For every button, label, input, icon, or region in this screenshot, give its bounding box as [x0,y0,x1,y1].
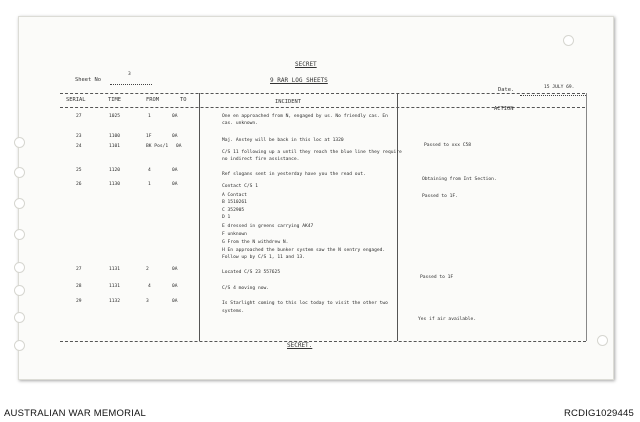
row-time: 1130 [109,182,121,187]
row-from: 4 [148,168,151,173]
row-from: 3 [146,299,149,304]
col-action: ACTION [494,106,514,112]
classification-bottom: SECRET. [287,342,313,349]
col-serial: SERIAL [66,97,86,103]
row-from: 1F [146,134,152,139]
table-bottom-rule [60,341,586,342]
row-action: Passed to 1F [420,275,454,280]
column-divider [199,93,200,341]
row-from: 1 [148,114,151,119]
row-time: 1025 [109,114,121,119]
row-incident-line: H En approached the bunker system saw the N sentry engaged. [222,248,386,253]
column-divider [397,93,398,341]
row-to: 0A [172,299,178,304]
punch-hole [14,167,25,178]
row-time: 1131 [109,284,121,289]
punch-hole [14,312,25,323]
row-to: 0A [172,267,178,272]
row-to: 0A [172,284,178,289]
punch-hole [14,229,25,240]
date-value: 15 JULY 69. [544,85,575,90]
row-from: 2 [146,267,149,272]
column-divider [586,93,587,341]
row-incident-line: F unknown [222,232,247,237]
punch-hole [14,198,25,209]
row-time: 1101 [109,144,121,149]
col-time: TIME [108,97,121,103]
table-top-rule [60,93,585,94]
punch-hole [14,262,25,273]
row-serial: 27 [76,114,82,119]
punch-hole [563,35,574,46]
row-action: Obtaining from Int Section. [422,177,497,182]
row-time: 1100 [109,134,121,139]
punch-hole [14,137,25,148]
row-serial: 24 [76,144,82,149]
sheet-number: 3 [128,72,131,77]
row-incident-line: G From the N withdrew N. [222,240,289,245]
archive-credit: AUSTRALIAN WAR MEMORIAL [4,408,147,419]
row-incident-line: C/S 11 following up a until they reach the blue line they require [222,150,402,155]
row-serial: 29 [76,299,82,304]
row-incident-line: Maj. Anstey will be back in this loc at 1320 [222,138,344,143]
row-serial: 25 [76,168,82,173]
row-action: Yes if air available. [418,317,477,322]
row-serial: 28 [76,284,82,289]
row-incident-line: Is Starlight coming to this loc today to visit the other two [222,301,388,306]
sheet-number-line [110,84,152,85]
row-incident-line: Ref slogans sent in yesterday have you the read out. [222,172,366,177]
row-time: 1120 [109,168,121,173]
date-line [520,95,586,96]
col-to: TO [180,97,187,103]
punch-hole [14,285,25,296]
row-incident-line: A Contact [222,193,247,198]
row-serial: 27 [76,267,82,272]
punch-hole [597,335,608,346]
row-serial: 26 [76,182,82,187]
sheet-label: Sheet No [75,77,101,83]
punch-hole [14,340,25,351]
row-from: 1 [148,182,151,187]
classification-top: SECRET [295,61,317,68]
row-incident-line: systems. [222,309,245,314]
row-incident-line: Located C/S 23 557625 [222,270,281,275]
row-to: 0A [176,144,182,149]
row-to: 0A [172,114,178,119]
row-incident-line: C/S 4 moving now. [222,286,270,291]
row-from: BK Pos/1 [146,144,169,149]
row-incident-line: no indirect fire assistance. [222,157,300,162]
row-incident-line: E dressed in greens carrying AK47 [222,224,314,229]
row-to: 0A [172,182,178,187]
archive-id: RCDIG1029445 [564,408,634,419]
col-from: FROM [146,97,159,103]
row-incident-line: Contact C/S 1 [222,184,258,189]
row-serial: 23 [76,134,82,139]
row-action: Passed to 1F. [422,194,458,199]
row-time: 1131 [109,267,121,272]
row-incident-line: Follow up by C/S 1, 11 and 13. [222,255,305,260]
log-sheet [18,16,614,380]
col-incident: INCIDENT [275,99,301,105]
row-action: Passed to xxx C58 [424,143,472,148]
row-from: 4 [148,284,151,289]
row-incident-line: C 352905 [222,208,245,213]
row-incident-line: cas. unknown. [222,121,258,126]
row-time: 1132 [109,299,121,304]
row-incident-line: D 1 [222,215,231,220]
log-title: 9 RAR LOG SHEETS [270,77,328,84]
row-to: 0A [172,134,178,139]
date-label: Date. [498,87,515,93]
row-incident-line: B 1510261 [222,200,247,205]
row-incident-line: One en approached from N, engaged by us. No friendly cas. En [222,114,388,119]
row-to: 0A [172,168,178,173]
